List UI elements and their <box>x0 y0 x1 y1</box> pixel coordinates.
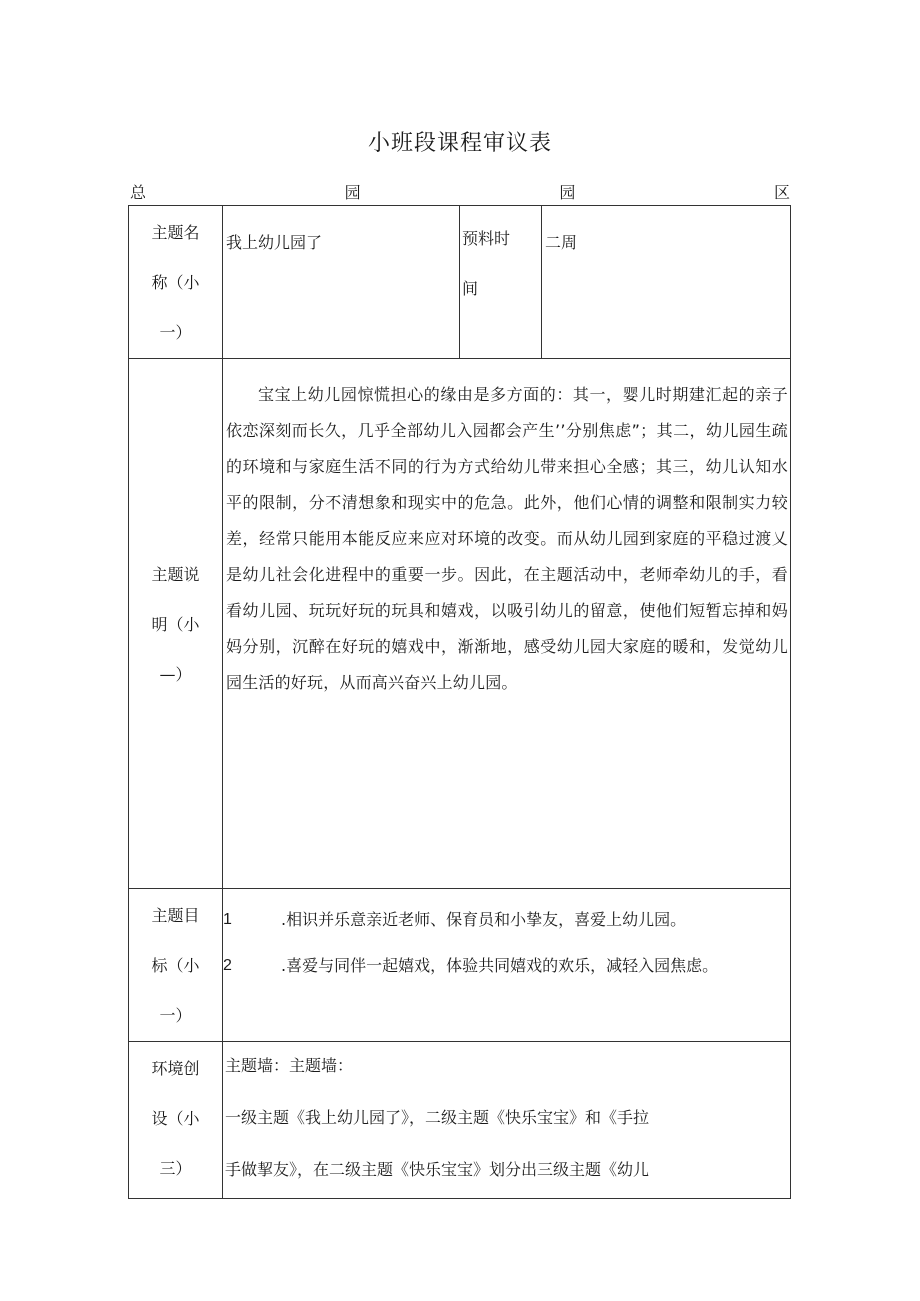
theme-desc-text: 宝宝上幼儿园惊慌担心的缘由是多方面的：其一，婴儿时期建汇起的亲子依恋深刻而长久，几乎全部幼儿入园都会产生’’分别焦虑”；其二，幼儿园生疏的环境和与家庭生活不同的行为方式给幼儿带来担心全感；其三，幼儿认知水平的限制，分不清想象和现实中的危急。此外，他们心情的调整和限制实力较差，经常只能用本能反应来应对环境的改变。而从幼儿园到家庭的平稳过渡乂是幼儿社会化进程中的重要一步。因此，在主题活动中，老师牵幼儿的手，看看幼儿园、玩玩好玩的玩具和嬉戏，以吸引幼儿的留意，使他们短暂忘掉和妈妈分别，沉醉在好玩的嬉戏中，渐渐地，感受幼儿园大家庭的暖和，发觉幼儿园生活的好玩，从而高兴奋兴上幼儿园。 <box>223 359 791 889</box>
theme-name-label: 主题名 称（小 一） <box>129 206 223 359</box>
theme-name-value: 我上幼儿园了 <box>223 206 460 359</box>
campus-char: 园 <box>559 183 576 202</box>
environment-text: 主题墙：主题墙： 一级主题《我上幼儿园了》，二级主题《快乐宝宝》和《手拉 手做挈友》，在二级主题《快乐宝宝》划分出三级主题《幼儿 <box>223 1042 791 1199</box>
theme-goals-list <box>223 889 791 1042</box>
review-table <box>128 205 791 1199</box>
goal-item: 1 .相识并乐意亲近老师、保育员和小挚友，喜爱上幼儿园。 <box>223 910 687 929</box>
campus-char: 区 <box>773 183 790 202</box>
theme-goals-row <box>129 889 791 1042</box>
campus-char: 园 <box>344 183 361 202</box>
theme-goals-label: 主题目 标（小 一） <box>129 889 223 1042</box>
campus-line <box>130 180 790 202</box>
theme-name-row <box>129 206 791 359</box>
duration-value: 二周 <box>542 206 791 359</box>
goal-item: 2 .喜爱与同伴一起嬉戏，体验共同嬉戏的欢乐，减轻入园焦虑。 <box>223 956 719 975</box>
theme-desc-row <box>129 359 791 889</box>
environment-label: 环境创 设（小 三） <box>129 1042 223 1199</box>
campus-char: 总 <box>130 183 147 202</box>
document-title: 小班段课程审议表 <box>367 131 552 156</box>
theme-desc-label: 主题说 明（小 —） <box>129 359 223 889</box>
environment-row <box>129 1042 791 1199</box>
duration-label: 预料时 间 <box>460 206 542 359</box>
